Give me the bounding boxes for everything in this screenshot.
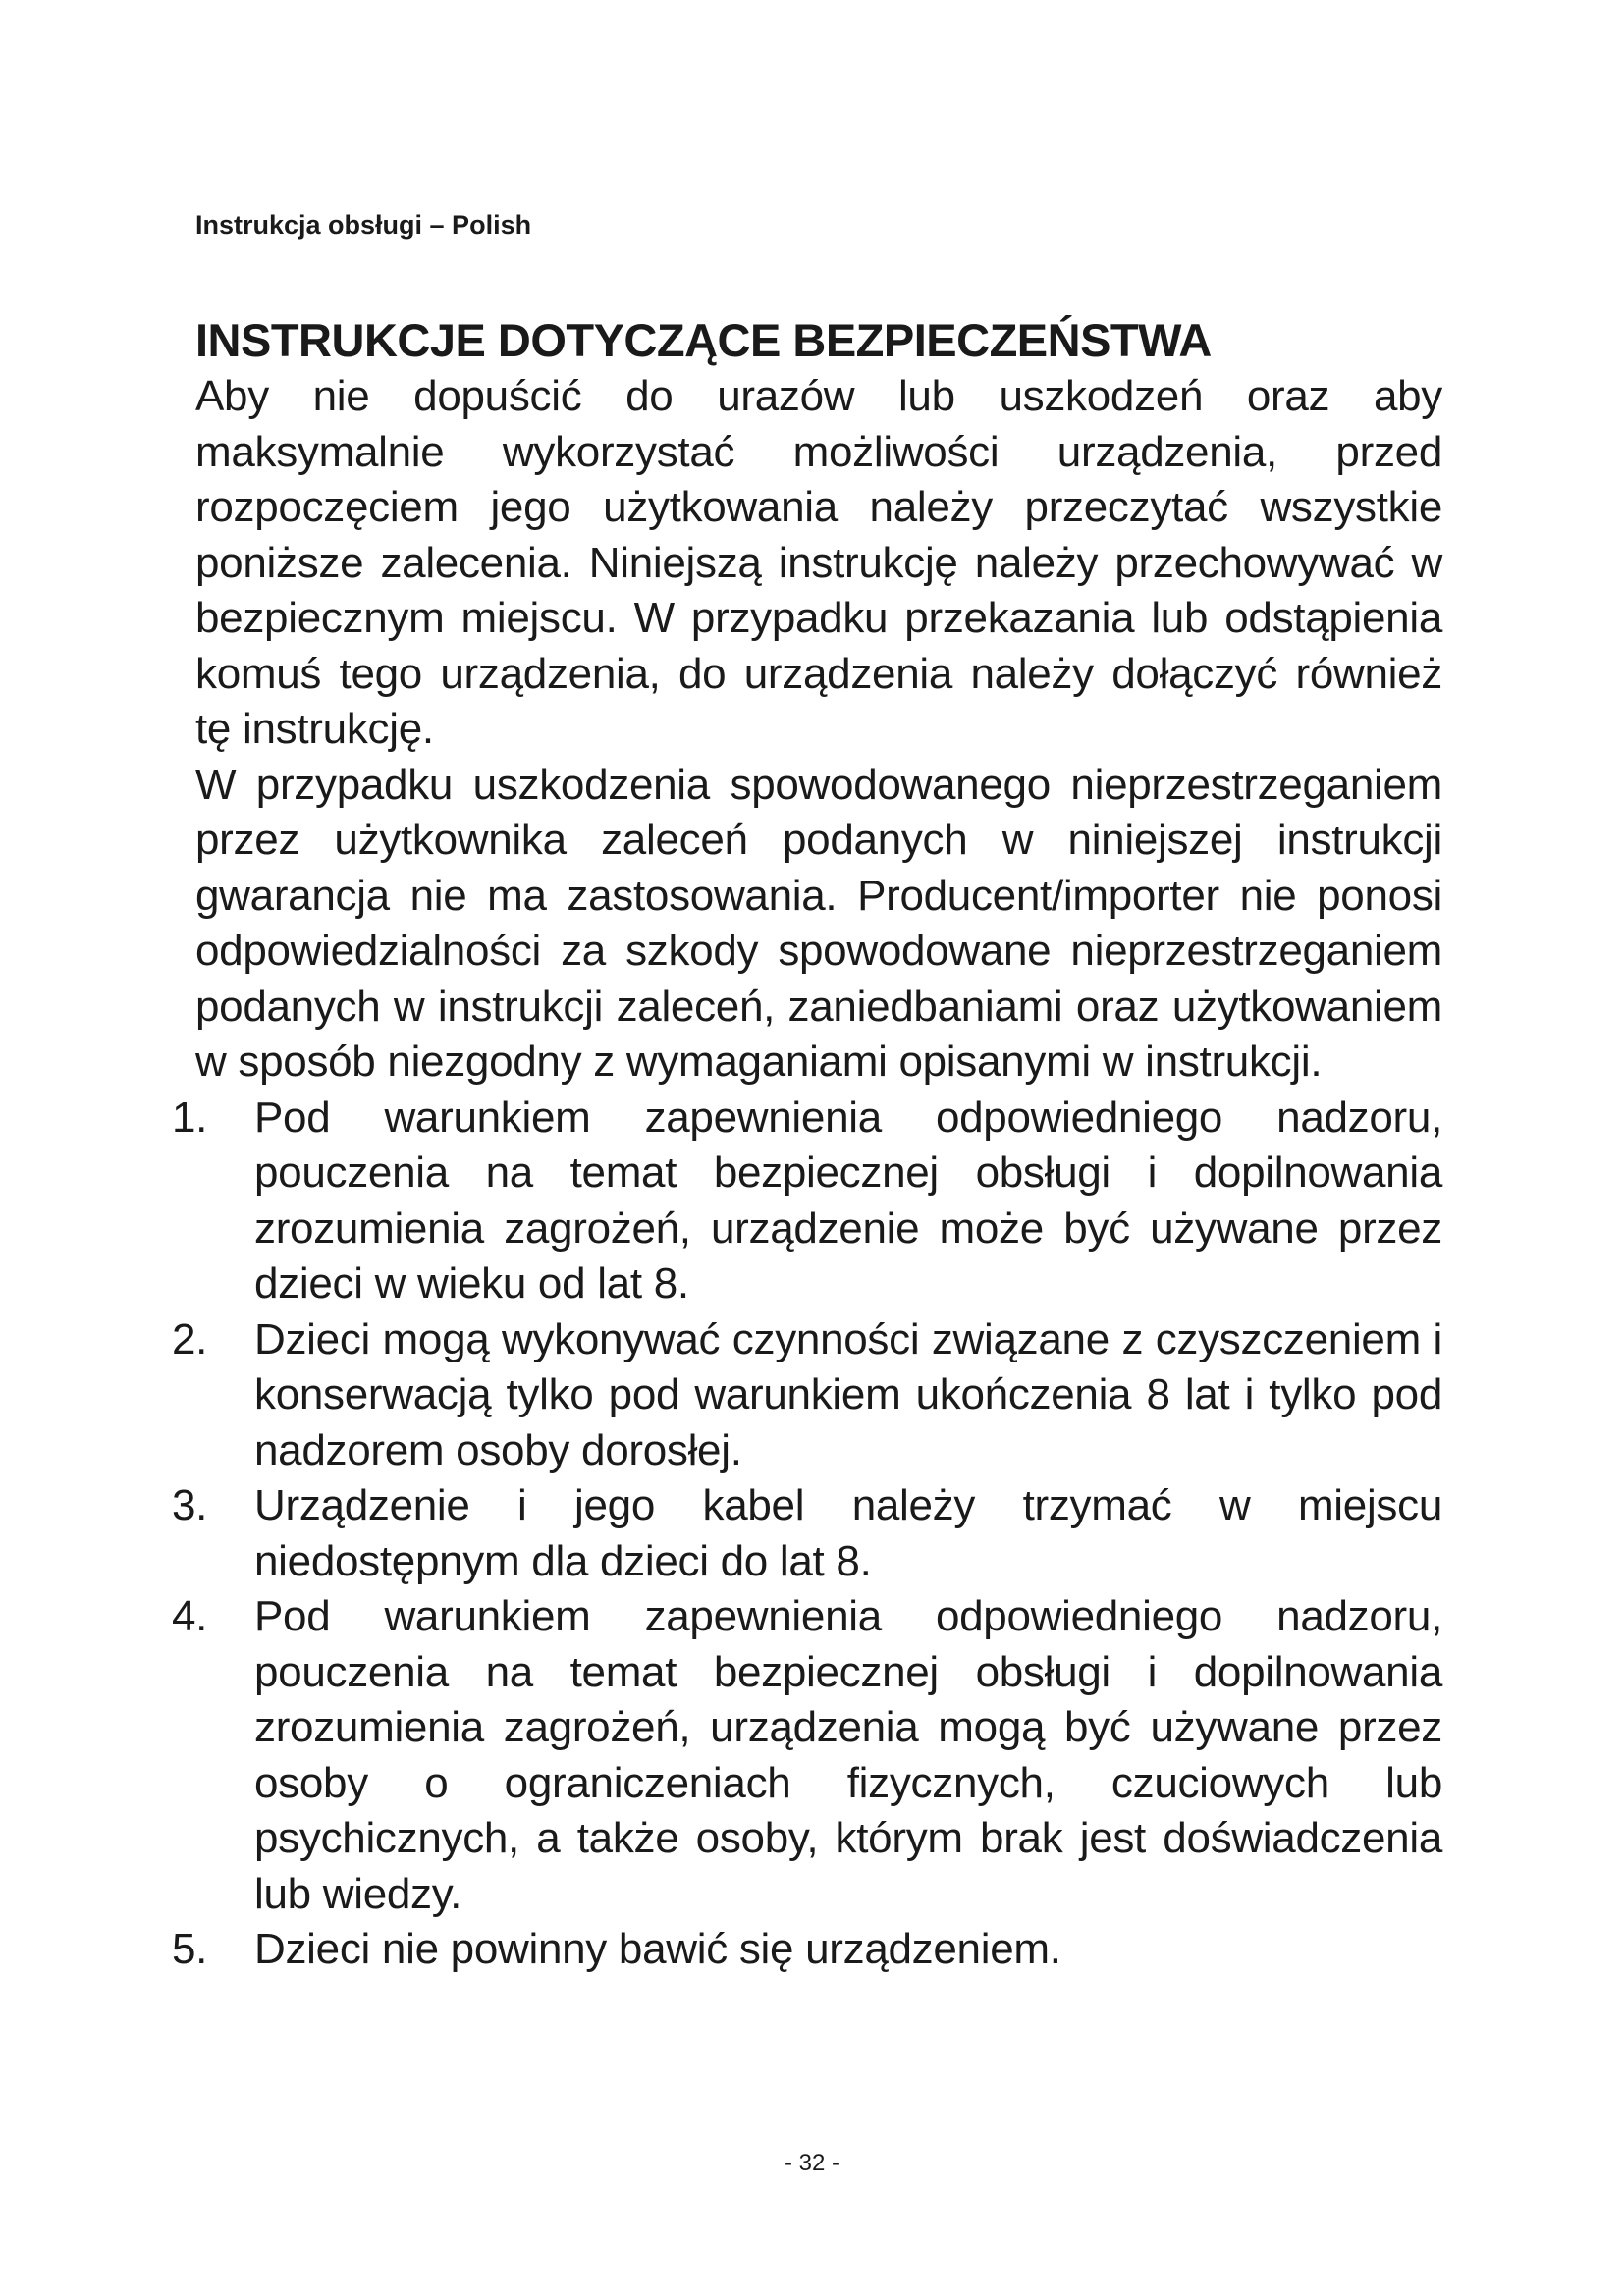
list-item-number: 5. xyxy=(172,1925,208,1973)
list-item-number: 4. xyxy=(172,1592,208,1640)
list-item-number: 3. xyxy=(172,1481,208,1529)
list-item-number: 1. xyxy=(172,1093,208,1142)
list-item-text: Dzieci nie powinny bawić się urządzeniem. xyxy=(254,1925,1061,1973)
page-number: - 32 - xyxy=(784,2150,839,2176)
list-item xyxy=(172,1922,1442,1978)
warranty-paragraph: W przypadku uszkodzenia spowodowanego nieprzestrzeganiem przez użytkownika zaleceń podanych w niniejszej instrukcji gwarancja nie ma zastosowania. Producent/importer nie ponosi odpowiedzialności za szkody spowodowane nieprzestrzeganiem podanych w instrukcji zaleceń, zaniedbaniami oraz użytkowaniem w sposób niezgodny z wymaganiami opisanymi w instrukcji. xyxy=(195,760,1442,1086)
list-item-number: 2. xyxy=(172,1314,208,1363)
section-title: INSTRUKCJE DOTYCZĄCE BEZPIECZEŃSTWA xyxy=(195,314,1212,366)
list-item xyxy=(172,1589,1442,1922)
page-header: Instrukcja obsługi – Polish xyxy=(195,210,532,240)
list-item xyxy=(172,1478,1442,1589)
list-item-text: Pod warunkiem zapewnienia odpowiedniego nadzoru, pouczenia na temat bezpiecznej obsługi i dopilnowania zrozumienia zagrożeń, urządzenia mogą być używane przez osoby o ograniczeniach fizycznych, czuciowych lub psychicznych, a także osoby, którym brak jest doświadczenia lub wiedzy. xyxy=(254,1592,1442,1918)
list-item xyxy=(172,1091,1442,1312)
safety-section xyxy=(172,312,1442,1978)
list-item-text: Pod warunkiem zapewnienia odpowiedniego nadzoru, pouczenia na temat bezpiecznej obsługi i dopilnowania zrozumienia zagrożeń, urządzenie może być używane przez dzieci w wieku od lat 8. xyxy=(254,1093,1442,1308)
list-item xyxy=(172,1312,1442,1479)
intro-paragraph: Aby nie dopuścić do urazów lub uszkodzeń oraz aby maksymalnie wykorzystać możliwości urządzenia, przed rozpoczęciem jego użytkowania należy przeczytać wszystkie poniższe zalecenia. Niniejszą instrukcję należy przechowywać w bezpiecznym miejscu. W przypadku przekazania lub odstąpienia komuś tego urządzenia, do urządzenia należy dołączyć również tę instrukcję. xyxy=(195,372,1442,753)
list-item-text: Urządzenie i jego kabel należy trzymać w miejscu niedostępnym dla dzieci do lat 8. xyxy=(254,1481,1442,1585)
list-item-text: Dzieci mogą wykonywać czynności związane z czyszczeniem i konserwacją tylko pod warunkiem ukończenia 8 lat i tylko pod nadzorem osoby dorosłej. xyxy=(254,1314,1442,1474)
safety-list xyxy=(172,1091,1442,1978)
